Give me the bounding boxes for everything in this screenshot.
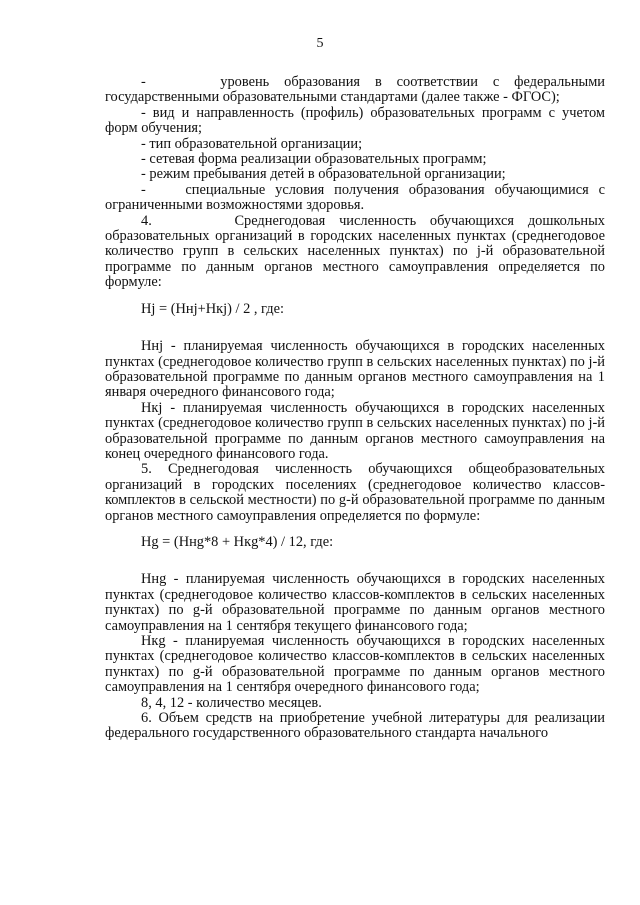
paragraph-5: 5. Среднегодовая численность обучающихся общеобразовательных организаций в городских поселениях (среднегодовое количество классов-комплектов в сельской местности) по g-й образовательной программе по данным органов местного самоуправления определяется по формуле: — [105, 461, 605, 524]
list-item-stay-mode: - режим пребывания детей в образовательной организации; — [141, 166, 506, 183]
months-note: 8, 4, 12 - количество месяцев. — [141, 694, 322, 711]
formula-hg: Hg = (Hнg*8 + Hкg*4) / 12, где: — [141, 533, 334, 550]
definition-hkj: Hкj - планируемая численность обучающихся в городских населенных пунктах (среднегодовое количество групп в сельских населенных пунктах) по j-й образовательной программе по данным органов местного самоуправления на конец очередного финансового года. — [105, 399, 605, 462]
list-item-program-type: - вид и направленность (профиль) образовательных программ с учетом форм обучения; — [105, 104, 605, 137]
definition-hng: Hнg - планируемая численность обучающихся в городских населенных пунктах (среднегодовое количество классов-комплектов в сельских населенных пунктах) по g-й образовательной программе по данным органов местного самоуправления на 1 сентября текущего финансового года; — [105, 571, 605, 634]
page-number: 5 — [316, 36, 324, 51]
definition-hkg: Hкg - планируемая численность обучающихся в городских населенных пунктах (среднегодовое количество классов-комплектов в сельских населенных пунктах) по g-й образовательной программе по данным органов местного самоуправления на 1 сентября очередного финансового года; — [105, 633, 605, 696]
paragraph-4: 4. Среднегодовая численность обучающихся дошкольных образовательных организаций в городских населенных пунктах (среднегодовое количество групп в сельских населенных пунктах) по j-й образовательной программе по данным органов местного самоуправления определяется по формуле: — [105, 212, 605, 291]
list-item-special-conditions: - специальные условия получения образования обучающимися с ограниченными возможностями здоровья. — [105, 181, 605, 214]
definition-hnj: Hнj - планируемая численность обучающихся в городских населенных пунктах (среднегодовое количество групп в сельских населенных пунктах) по j-й образовательной программе по данным органов местного самоуправления на 1 января очередного финансового года; — [105, 338, 605, 401]
formula-hj: Hj = (Hнj+Hкj) / 2 , где: — [141, 300, 284, 317]
list-item-education-level: - уровень образования в соответствии с федеральными государственными образовательными стандартами (далее также - ФГОС); — [105, 74, 605, 106]
list-item-organization-type: - тип образовательной организации; — [141, 135, 363, 152]
paragraph-6: 6. Объем средств на приобретение учебной литературы для реализации федерального государственного образовательного стандарта начального — [105, 710, 605, 742]
document-body — [105, 75, 605, 742]
list-item-network-form: - сетевая форма реализации образовательных программ; — [141, 151, 487, 168]
